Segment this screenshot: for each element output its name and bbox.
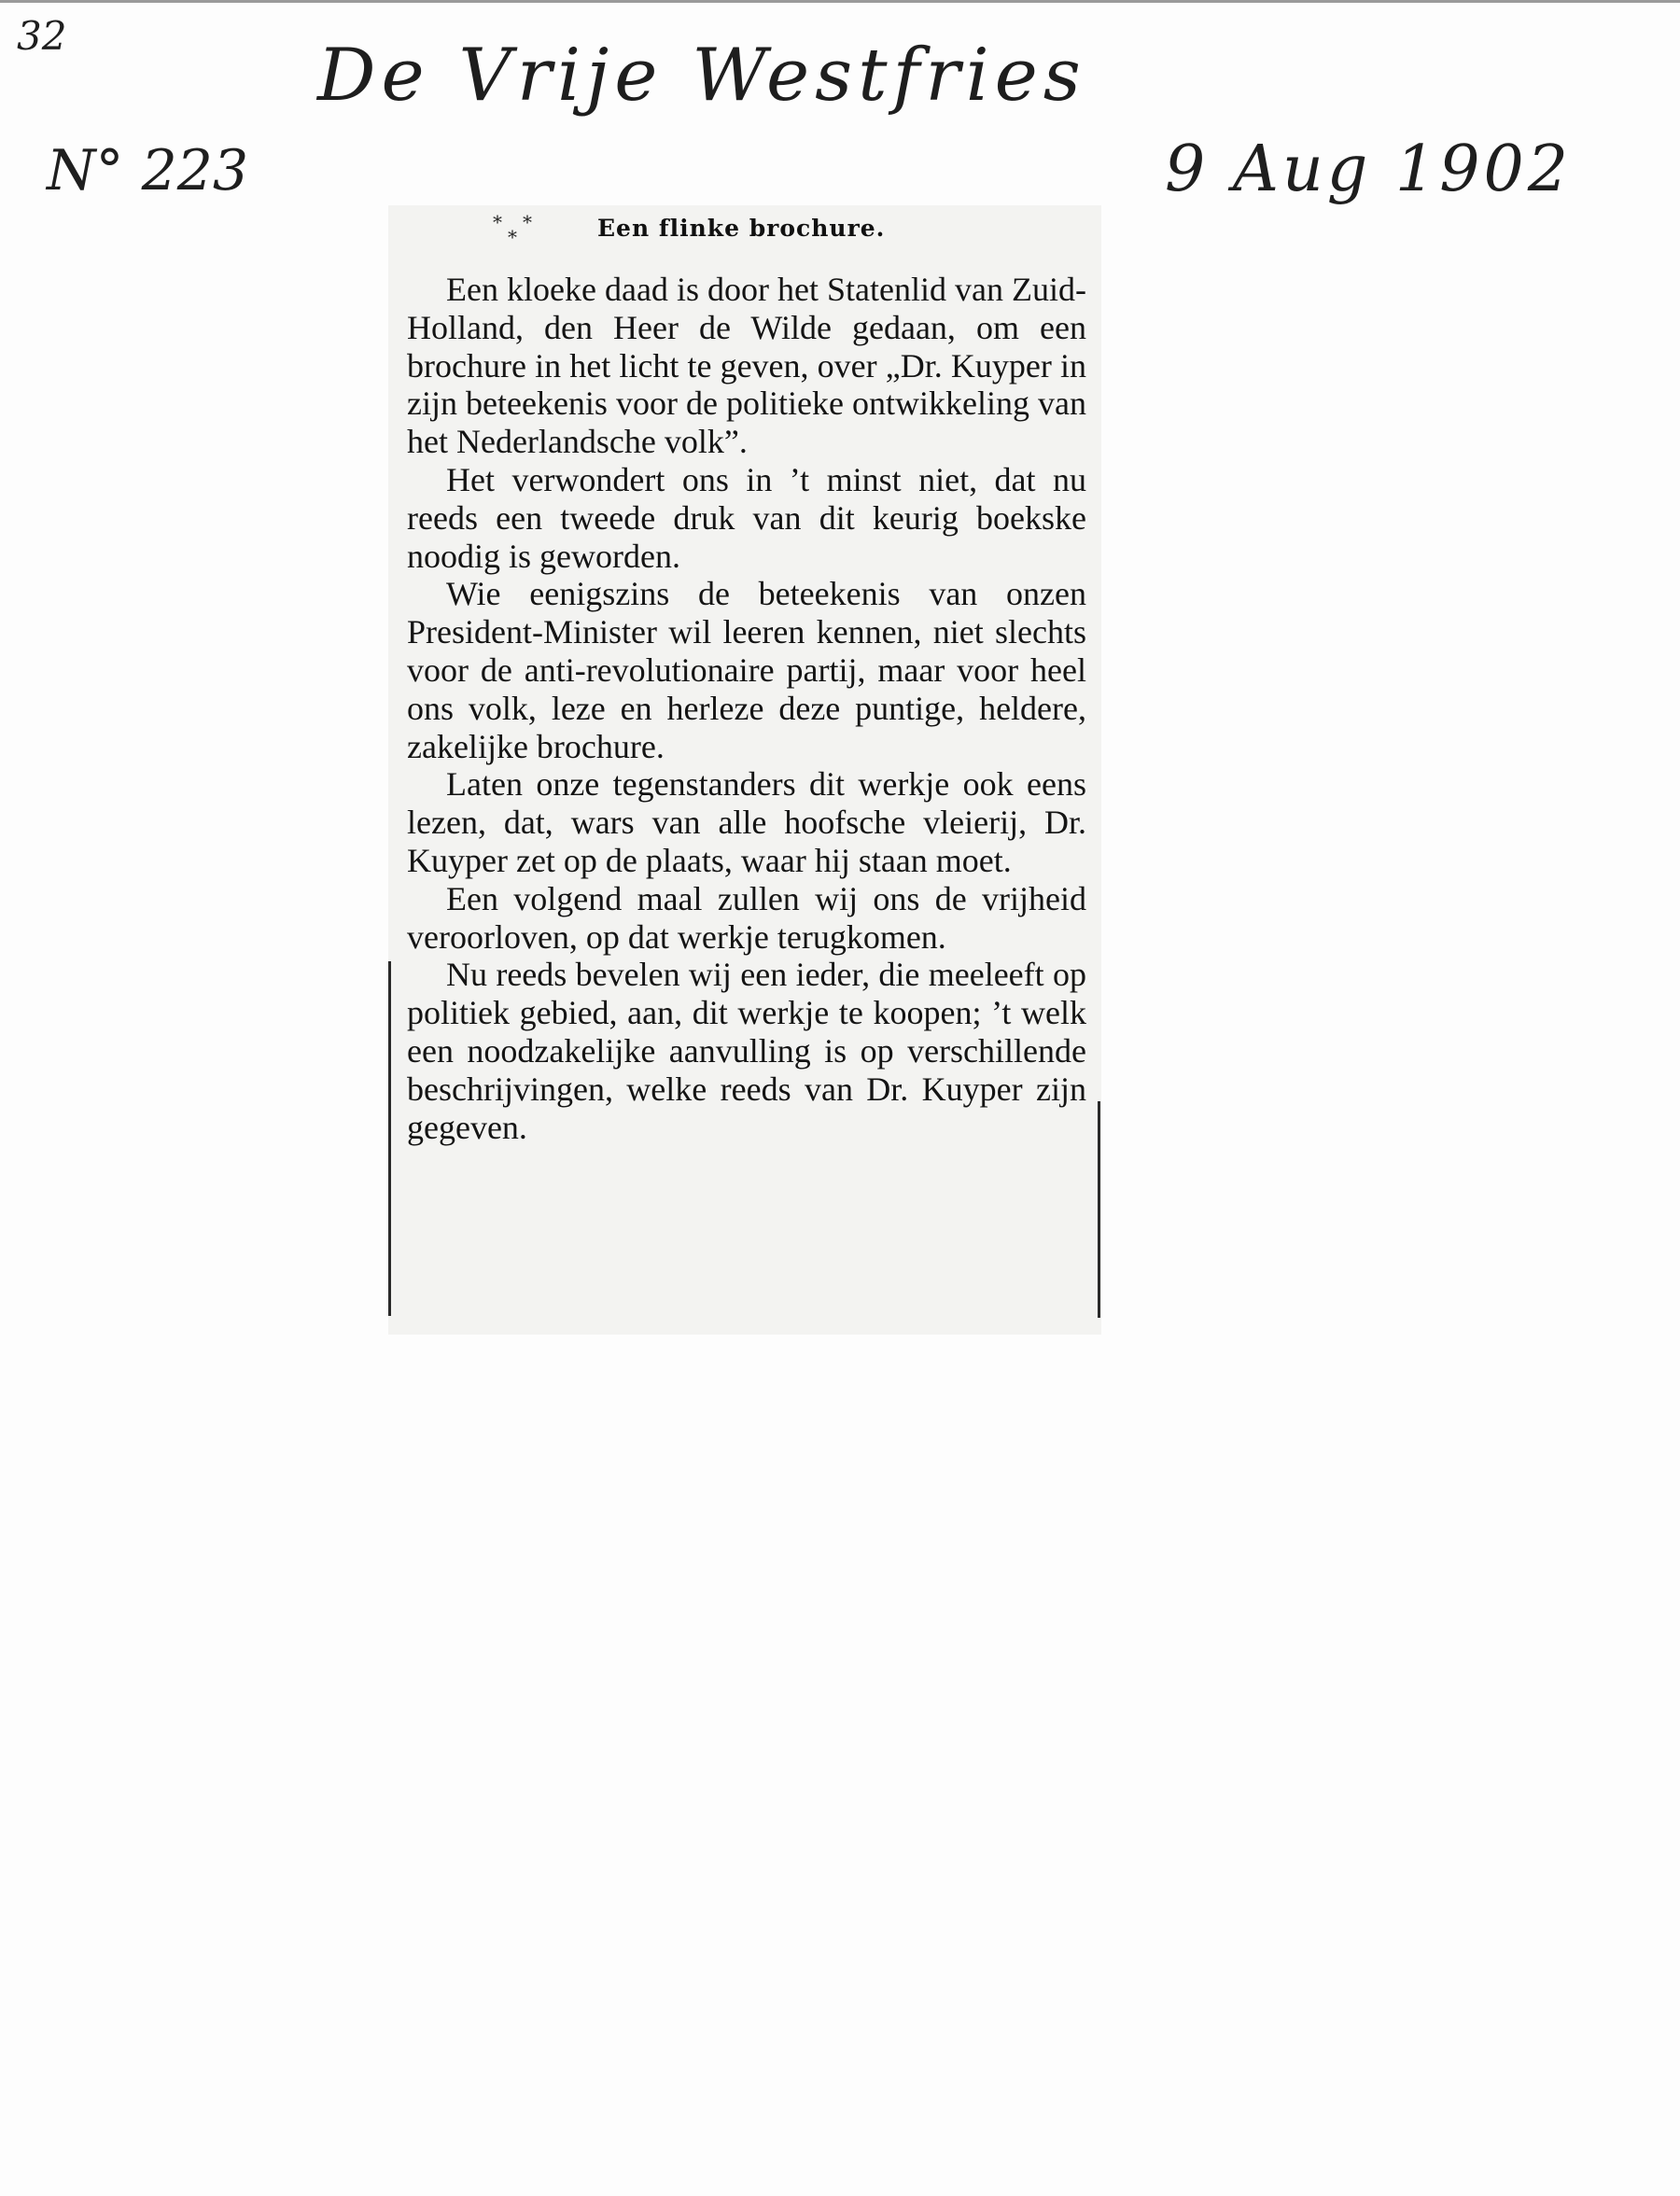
article-heading: [482, 215, 885, 242]
article-paragraph: Wie eenigszins de beteekenis van onzen President-Minister wil leeren kennen, niet slechts voor de anti-revolutionaire partij, maar voor heel ons volk, leze en herleze deze puntige, heldere, zakelijke brochure.: [407, 575, 1086, 765]
clipping-column-rule-right: [1098, 1101, 1100, 1318]
asterisk: *: [508, 226, 517, 248]
article-paragraph: Een volgend maal zullen wij ons de vrijheid veroorloven, op dat werkje terugkomen.: [407, 879, 1086, 956]
clipping-column-rule-left: [388, 961, 391, 1316]
article-paragraph: Laten onze tegenstanders dit werkje ook eens lezen, dat, wars van alle hoofsche vleierij, Dr. Kuyper zet op de plaats, waar hij staan moet.: [407, 765, 1086, 879]
asterisk: *: [493, 211, 502, 233]
asterisk: *: [523, 211, 532, 233]
article-paragraph: Een kloeke daad is door het Statenlid van Zuid-Holland, den Heer de Wilde gedaan, om een brochure in het licht te geven, over „Dr. Kuyper in zijn beteekenis voor de politieke ontwikkeling van het Nederlandsche volk”.: [407, 271, 1086, 461]
newspaper-name-annotation: De Vrije Westfries: [317, 34, 1086, 118]
page-top-edge: [0, 0, 1680, 3]
article-body: [407, 271, 1086, 1146]
date-annotation: 9 Aug 1902: [1165, 133, 1572, 206]
article-heading-text: Een flinke brochure.: [597, 215, 886, 242]
article-paragraph: Het verwondert ons in ’t minst niet, dat nu reeds een tweede druk van dit keurig boekske noodig is geworden.: [407, 460, 1086, 575]
article-paragraph: Nu reeds bevelen wij een ieder, die meeleeft op politiek gebied, aan, dit werkje te koopen; ’t welk een noodzakelijke aanvulling is op verschillende beschrijvingen, welke reeds van Dr. Kuyper zijn gegeven.: [407, 956, 1086, 1146]
issue-number-annotation: N° 223: [47, 138, 249, 203]
page-number-annotation: 32: [17, 13, 67, 59]
